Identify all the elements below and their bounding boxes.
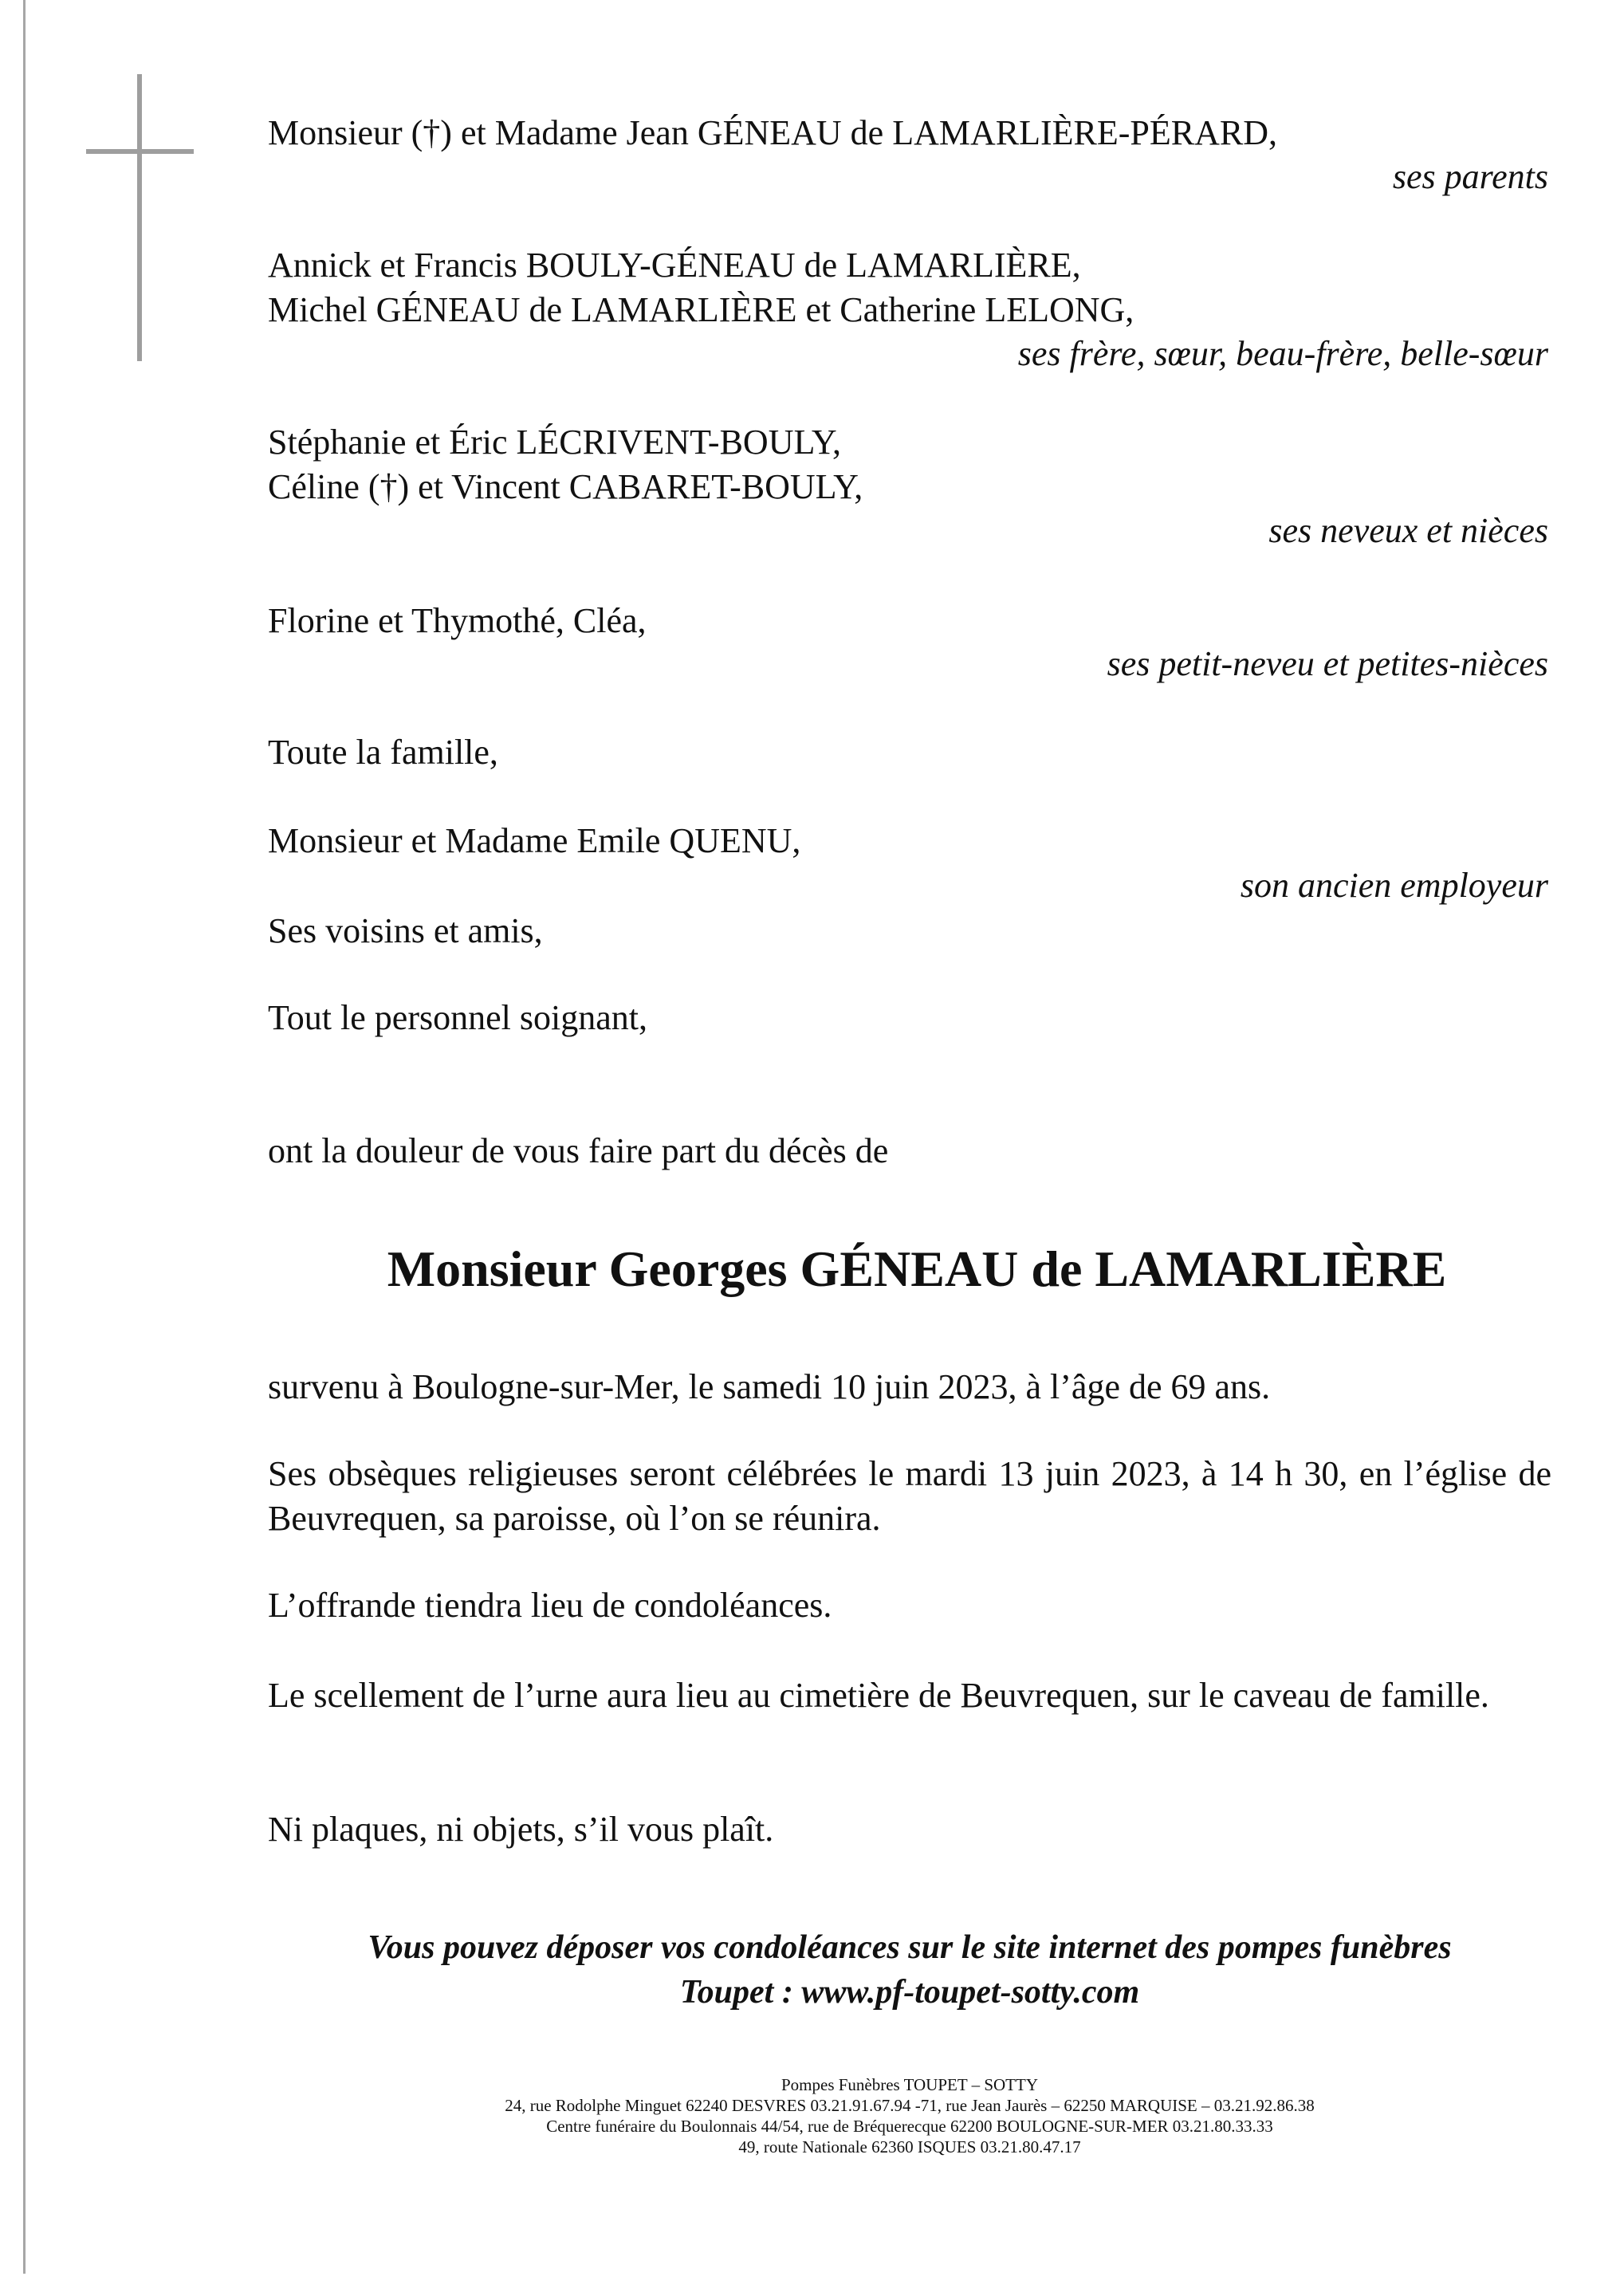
no-flowers-note: Ni plaques, ni objets, s’il vous plaît. xyxy=(268,1810,774,1849)
deceased-name-heading: Monsieur Georges GÉNEAU de LAMARLIÈRE xyxy=(387,1240,1447,1297)
parents-role: ses parents xyxy=(1392,157,1548,196)
page-left-border xyxy=(23,0,26,2274)
funeral-home-footer xyxy=(268,2074,1551,2157)
funeral-home-address: 24, rue Rodolphe Minguet 62240 DESVRES 03.21.91.67.94 -71, rue Jean Jaurès – 62250 MARQUISE – 03.21.92.86.38 xyxy=(505,2096,1315,2115)
parents-line: Monsieur (†) et Madame Jean GÉNEAU de LAMARLIÈRE-PÉRARD, xyxy=(268,113,1277,152)
condolences-notice xyxy=(268,1925,1551,2015)
cross-horizontal-bar xyxy=(86,149,194,154)
nephews-role: ses neveux et nièces xyxy=(1268,511,1548,550)
death-details: survenu à Boulogne-sur-Mer, le samedi 10 juin 2023, à l’âge de 69 ans. xyxy=(268,1367,1271,1406)
grand-nephews-line: Florine et Thymothé, Cléa, xyxy=(268,601,647,640)
employer-line: Monsieur et Madame Emile QUENU, xyxy=(268,821,801,860)
neighbors-line: Ses voisins et amis, xyxy=(268,911,543,950)
nephews-line: Céline (†) et Vincent CABARET-BOULY, xyxy=(268,467,863,506)
care-staff-line: Tout le personnel soignant, xyxy=(268,998,647,1037)
offering-note: L’offrande tiendra lieu de condoléances. xyxy=(268,1586,832,1625)
condolences-website-line[interactable]: Toupet : www.pf-toupet-sotty.com xyxy=(679,1974,1140,2011)
funeral-home-name: Pompes Funèbres TOUPET – SOTTY xyxy=(781,2075,1038,2094)
employer-role: son ancien employeur xyxy=(1240,866,1548,905)
condolences-notice-line: Vous pouvez déposer vos condoléances sur le site internet des pompes funèbres xyxy=(368,1929,1452,1966)
nephews-line: Stéphanie et Éric LÉCRIVENT-BOULY, xyxy=(268,423,842,462)
funeral-home-address: 49, route Nationale 62360 ISQUES 03.21.80.47.17 xyxy=(738,2137,1081,2156)
funeral-details: Ses obsèques religieuses seront célébrées le mardi 13 juin 2023, à 14 h 30, en l’église de Beuvrequen, sa paroisse, où l’on se réunira. xyxy=(268,1454,1551,1538)
siblings-line: Michel GÉNEAU de LAMARLIÈRE et Catherine LELONG, xyxy=(268,290,1134,329)
funeral-home-address: Centre funéraire du Boulonnais 44/54, rue de Bréquerecque 62200 BOULOGNE-SUR-MER 03.21.80.33.33 xyxy=(546,2117,1273,2136)
siblings-line: Annick et Francis BOULY-GÉNEAU de LAMARLIÈRE, xyxy=(268,246,1081,285)
siblings-role: ses frère, sœur, beau-frère, belle-sœur xyxy=(1017,334,1548,373)
grand-nephews-role: ses petit-neveu et petites-nièces xyxy=(1107,644,1548,683)
cross-vertical-bar xyxy=(137,74,142,361)
announcement-intro: ont la douleur de vous faire part du décès de xyxy=(268,1131,889,1170)
whole-family-line: Toute la famille, xyxy=(268,733,498,772)
urn-details: Le scellement de l’urne aura lieu au cimetière de Beuvrequen, sur le caveau de famille. xyxy=(268,1676,1489,1715)
